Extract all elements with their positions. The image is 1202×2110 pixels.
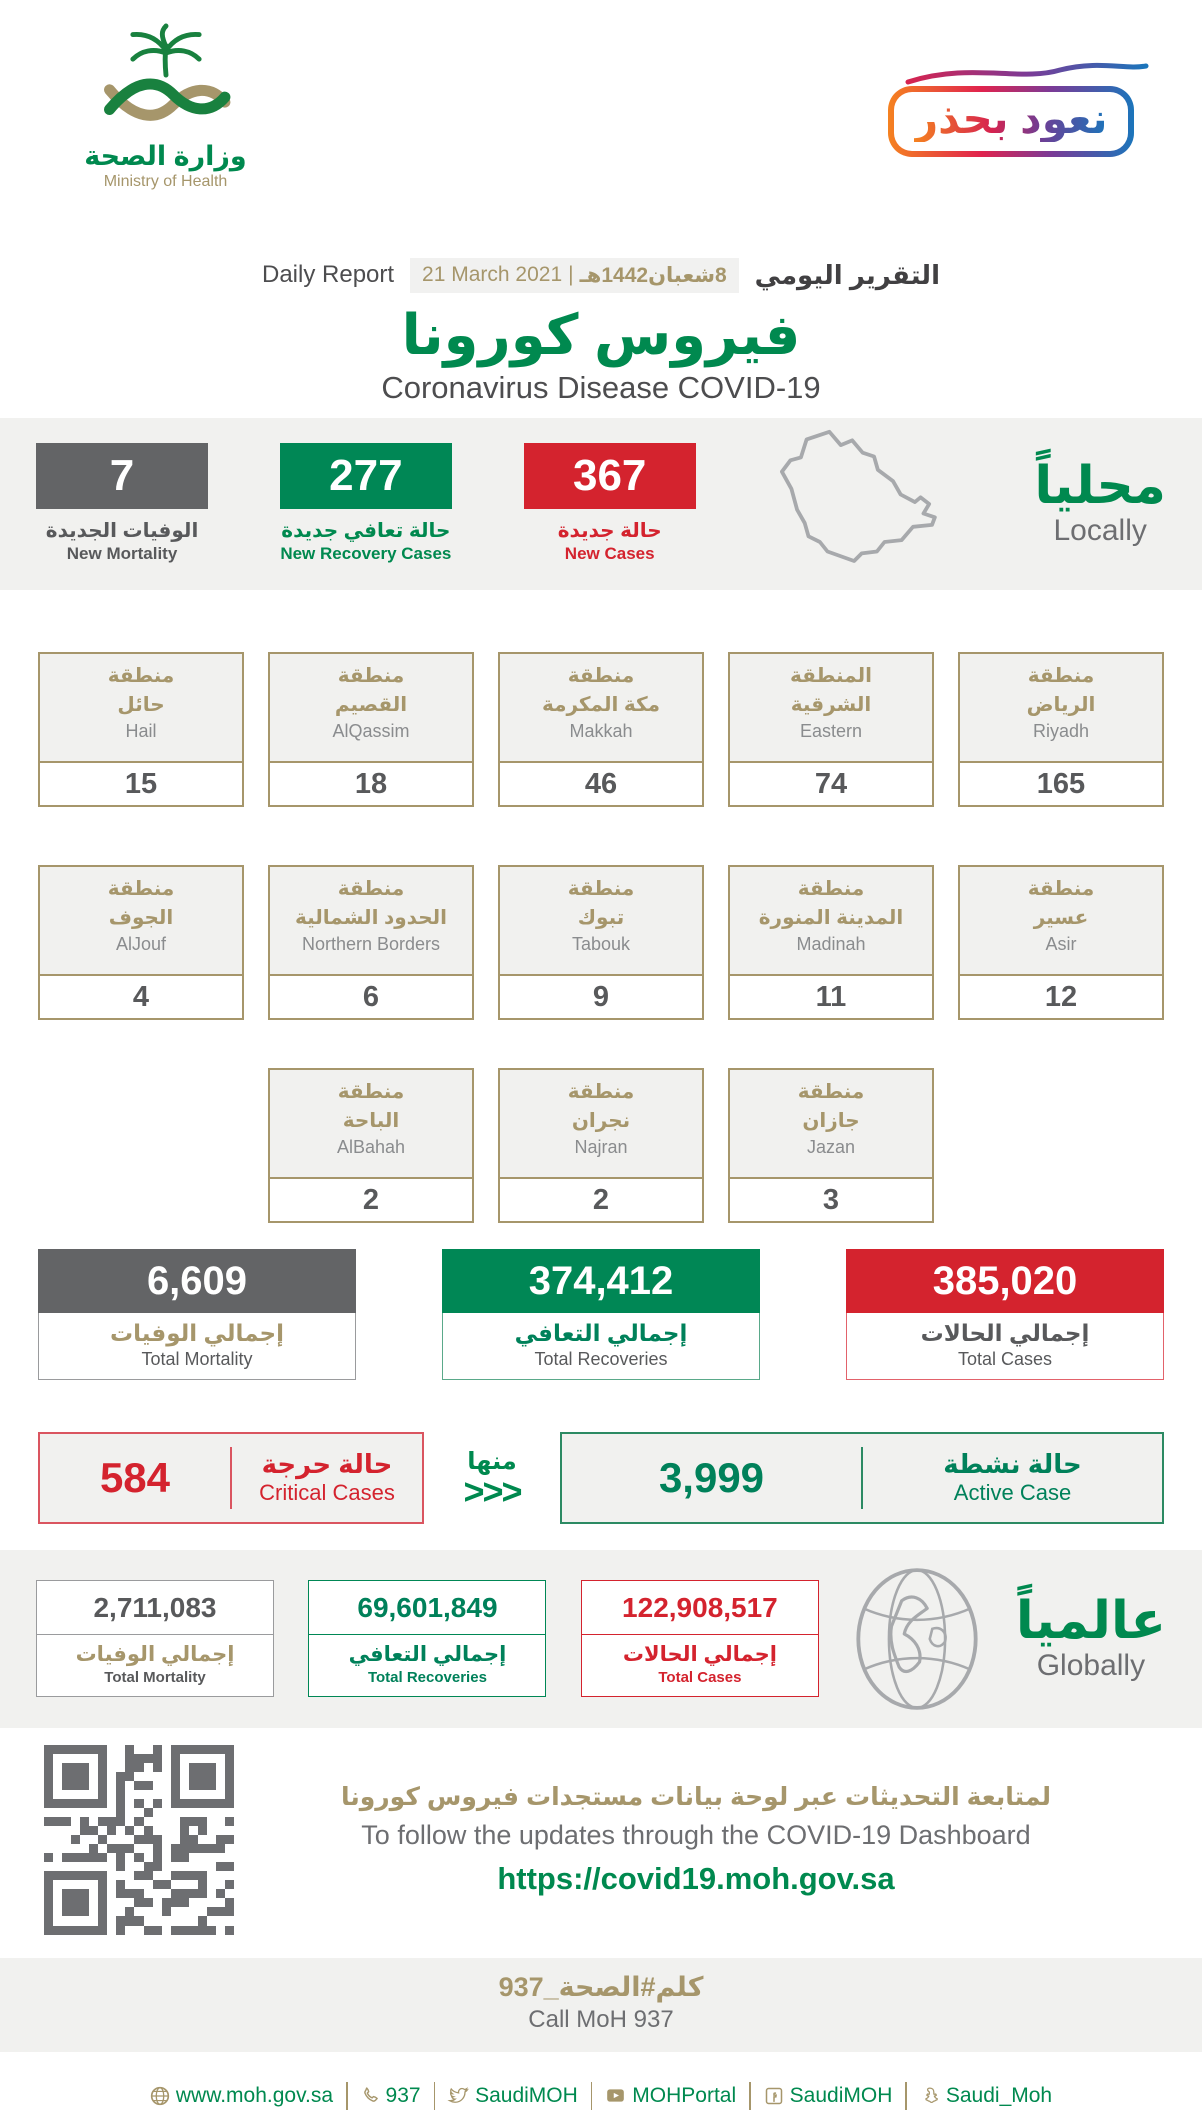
- region-name-en: Makkah: [569, 720, 633, 741]
- region-value: 4: [132, 980, 150, 1013]
- region-riyadh: [958, 652, 1164, 807]
- total-recoveries-value: 374,412: [442, 1249, 760, 1313]
- new-recoveries-value: 277: [280, 443, 452, 509]
- critical-label-ar: حالة حرجة: [261, 1449, 393, 1480]
- total-cases-label-ar: إجمالي الحالات: [920, 1319, 1090, 1346]
- region-value: 6: [362, 980, 380, 1013]
- region-asir: [958, 865, 1164, 1020]
- global-recoveries-box: [308, 1580, 546, 1697]
- ministry-name-en: Ministry of Health: [103, 173, 228, 190]
- facebook-icon: [764, 2086, 784, 2106]
- region-northern-borders: [268, 865, 474, 1020]
- locally-section: [0, 418, 1202, 590]
- footer-links: [0, 2082, 1202, 2110]
- region-name-en: Hail: [125, 720, 157, 741]
- footer-link-website[interactable]: [150, 2084, 333, 2108]
- divider: [861, 1447, 863, 1509]
- call-moh-en: Call MoH 937: [528, 2005, 674, 2033]
- global-cases-label-en: Total Cases: [658, 1669, 742, 1687]
- divider: [591, 2082, 593, 2110]
- footer-link-label: SaudiMOH: [789, 2083, 893, 2107]
- region-word-ar: منطقة: [1027, 664, 1095, 687]
- call-strip: [0, 1958, 1202, 2052]
- region-value: 74: [814, 767, 848, 800]
- report-date: [410, 258, 739, 293]
- chevrons-left-icon: <<<: [463, 1470, 521, 1512]
- global-cases-value: 122,908,517: [582, 1581, 818, 1635]
- badge-text: نعود بحذر: [914, 95, 1108, 142]
- page-title-en: Coronavirus Disease COVID-19: [381, 369, 821, 405]
- region-name-en: Jazan: [806, 1136, 856, 1157]
- region-name-en: AlBahah: [336, 1136, 406, 1157]
- region-tabouk: [498, 865, 704, 1020]
- dashboard-text-en: To follow the updates through the COVID-19 Dashboard: [361, 1820, 1031, 1851]
- of-which-label-ar: منها: [467, 1447, 517, 1475]
- region-name-ar: تبوك: [577, 906, 625, 929]
- total-cases-value: 385,020: [846, 1249, 1164, 1313]
- region-name-en: AlQassim: [332, 720, 410, 741]
- saudi-map-icon: [768, 428, 963, 580]
- region-name-ar: الرياض: [1026, 693, 1096, 716]
- new-mortality-label-ar: الوفيات الجديدة: [45, 520, 199, 543]
- global-recoveries-label-en: Total Recoveries: [367, 1669, 487, 1687]
- region-name-ar: جازان: [802, 1109, 860, 1132]
- region-madinah: [728, 865, 934, 1020]
- divider: [434, 2082, 436, 2110]
- total-cases-box: [846, 1249, 1164, 1380]
- region-word-ar: منطقة: [107, 877, 175, 900]
- globe-icon: [853, 1565, 981, 1713]
- global-mortality-box: [36, 1580, 274, 1697]
- region-name-en: Najran: [574, 1136, 628, 1157]
- region-row-1: [0, 652, 1202, 807]
- region-aljouf: [38, 865, 244, 1020]
- daily-report-en: Daily Report: [262, 261, 395, 288]
- critical-cases-box: [38, 1432, 424, 1524]
- locally-title-ar: محلياً: [1034, 456, 1166, 515]
- region-name-ar: الجوف: [108, 906, 174, 929]
- region-value: 46: [584, 767, 618, 800]
- region-name-ar: القصيم: [334, 693, 408, 716]
- global-cases-label-ar: إجمالي الحالات: [622, 1643, 777, 1667]
- region-name-en: Eastern: [799, 720, 863, 741]
- region-hail: [38, 652, 244, 807]
- of-which-indicator: [444, 1447, 540, 1512]
- daily-report-ar: التقرير اليومي: [754, 259, 940, 290]
- locally-title: [1034, 456, 1166, 548]
- footer-link-label: 937: [385, 2083, 421, 2107]
- region-name-ar: عسير: [1033, 906, 1089, 929]
- badge-frame: [888, 86, 1134, 157]
- active-label-ar: حالة نشطة: [943, 1449, 1082, 1480]
- footer-link-label: SaudiMOH: [475, 2083, 578, 2107]
- region-najran: [498, 1068, 704, 1223]
- total-recoveries-label-ar: إجمالي التعافي: [514, 1319, 688, 1346]
- active-label-en: Active Case: [953, 1480, 1072, 1506]
- region-value: 3: [822, 1183, 840, 1216]
- date-separator: |: [568, 263, 574, 286]
- region-name-ar: مكة المكرمة: [541, 693, 661, 716]
- divider: [346, 2082, 348, 2110]
- global-mortality-label-ar: إجمالي الوفيات: [75, 1643, 235, 1667]
- region-albahah: [268, 1068, 474, 1223]
- region-value: 2: [362, 1183, 380, 1216]
- new-mortality-value: 7: [36, 443, 208, 509]
- region-word-ar: المنطقة: [790, 664, 872, 687]
- snapchat-icon: [920, 2086, 940, 2106]
- region-value: 2: [592, 1183, 610, 1216]
- global-mortality-label-en: Total Mortality: [104, 1669, 206, 1687]
- qr-code: [44, 1745, 234, 1935]
- footer-link-facebook[interactable]: [764, 2084, 893, 2108]
- region-word-ar: منطقة: [107, 664, 175, 687]
- region-value: 11: [815, 980, 847, 1013]
- local-totals-row: [0, 1249, 1202, 1380]
- new-cases-label-ar: حالة جديدة: [557, 520, 662, 543]
- new-recoveries-label-en: New Recovery Cases: [280, 544, 452, 564]
- dashboard-section: [0, 1738, 1202, 1942]
- region-name-ar: الباحة: [342, 1109, 400, 1132]
- region-row-2: [0, 865, 1202, 1020]
- critical-value: 584: [99, 1453, 171, 1501]
- global-cases-box: [581, 1580, 819, 1697]
- region-alqassim: [268, 652, 474, 807]
- footer-link-label: MOHPortal: [632, 2083, 737, 2107]
- report-title-row: [0, 254, 1202, 296]
- date-gregorian: 21 March 2021: [422, 263, 563, 286]
- region-word-ar: منطقة: [797, 877, 865, 900]
- region-name-en: AlJouf: [115, 933, 167, 954]
- new-cases-label-en: New Cases: [564, 544, 655, 564]
- region-word-ar: منطقة: [337, 877, 405, 900]
- critical-active-row: [0, 1432, 1202, 1524]
- total-mortality-label-ar: إجمالي الوفيات: [110, 1319, 284, 1346]
- region-word-ar: منطقة: [567, 1080, 635, 1103]
- call-hashtag-ar: كلم#الصحة_937: [498, 1971, 704, 2002]
- footer-link-youtube[interactable]: [605, 2084, 736, 2108]
- divider: [905, 2082, 907, 2110]
- globally-title-ar: عالمياً: [1015, 1591, 1166, 1650]
- twitter-icon: [448, 2085, 469, 2106]
- region-eastern: [728, 652, 934, 807]
- dashboard-text-ar: لمتابعة التحديثات عبر لوحة بيانات مستجدات فيروس كورونا: [340, 1783, 1052, 1812]
- globally-section: [0, 1550, 1202, 1728]
- new-cases-stat: [524, 443, 696, 564]
- region-name-en: Asir: [1045, 933, 1077, 954]
- header: [0, 0, 1202, 188]
- footer-link-twitter[interactable]: [448, 2084, 578, 2108]
- region-value: 165: [1036, 767, 1086, 800]
- youtube-icon: [605, 2085, 626, 2106]
- footer-link-label: www.moh.gov.sa: [175, 2083, 334, 2107]
- globally-title: [1015, 1591, 1166, 1683]
- footer-link-snapchat[interactable]: [920, 2084, 1052, 2108]
- total-cases-label-en: Total Cases: [957, 1348, 1053, 1369]
- region-makkah: [498, 652, 704, 807]
- moh-logo: [58, 26, 273, 191]
- region-name-en: Tabouk: [571, 933, 631, 954]
- new-mortality-stat: [36, 443, 208, 564]
- moh-logo-icon: [91, 26, 241, 134]
- region-value: 9: [592, 980, 610, 1013]
- region-word-ar: منطقة: [337, 664, 405, 687]
- total-mortality-box: [38, 1249, 356, 1380]
- region-word-ar: منطقة: [797, 1080, 865, 1103]
- global-recoveries-value: 69,601,849: [309, 1581, 545, 1635]
- region-jazan: [728, 1068, 934, 1223]
- locally-title-en: Locally: [1053, 513, 1147, 547]
- region-word-ar: منطقة: [1027, 877, 1095, 900]
- region-name-en: Northern Borders: [301, 933, 441, 954]
- global-mortality-value: 2,711,083: [37, 1581, 273, 1635]
- ministry-name-ar: وزارة الصحة: [84, 141, 247, 171]
- region-value: 15: [124, 767, 158, 800]
- region-name-ar: الحدود الشمالية: [294, 906, 448, 929]
- region-name-ar: المدينة المنورة: [758, 906, 904, 929]
- region-row-3: [0, 1068, 1202, 1223]
- date-hijri: 8شعبان1442هـ: [579, 263, 727, 287]
- region-name-ar: نجران: [571, 1109, 631, 1132]
- region-name-en: Madinah: [796, 933, 866, 954]
- region-name-ar: الشرقية: [790, 693, 872, 716]
- total-mortality-value: 6,609: [38, 1249, 356, 1313]
- return-with-caution-badge: [870, 60, 1160, 157]
- region-value: 12: [1044, 980, 1078, 1013]
- new-recoveries-label-ar: حالة تعافي جديدة: [281, 520, 451, 543]
- badge-swoosh-icon: [900, 60, 1150, 86]
- region-word-ar: منطقة: [337, 1080, 405, 1103]
- globe-icon: [150, 2086, 170, 2106]
- active-value: 3,999: [658, 1453, 765, 1501]
- globally-title-en: Globally: [1036, 1648, 1146, 1682]
- region-value: 18: [354, 767, 388, 800]
- region-word-ar: منطقة: [567, 664, 635, 687]
- total-mortality-label-en: Total Mortality: [141, 1348, 253, 1369]
- footer-link-phone[interactable]: [361, 2084, 421, 2108]
- page-title-ar: فيروس كورونا: [401, 303, 801, 366]
- region-name-ar: حائل: [117, 693, 165, 716]
- divider: [749, 2082, 751, 2110]
- dashboard-url-link[interactable]: https://covid19.moh.gov.sa: [497, 1861, 895, 1897]
- phone-icon: [361, 2086, 380, 2105]
- total-recoveries-box: [442, 1249, 760, 1380]
- critical-label-en: Critical Cases: [259, 1480, 395, 1506]
- footer-link-label: Saudi_Moh: [945, 2083, 1053, 2107]
- total-recoveries-label-en: Total Recoveries: [534, 1348, 668, 1369]
- new-mortality-label-en: New Mortality: [66, 544, 178, 564]
- region-word-ar: منطقة: [567, 877, 635, 900]
- global-recoveries-label-ar: إجمالي التعافي: [348, 1643, 507, 1667]
- region-name-en: Riyadh: [1032, 720, 1090, 741]
- divider: [230, 1447, 232, 1509]
- active-cases-box: [560, 1432, 1164, 1524]
- new-recoveries-stat: [280, 443, 452, 564]
- new-cases-value: 367: [524, 443, 696, 509]
